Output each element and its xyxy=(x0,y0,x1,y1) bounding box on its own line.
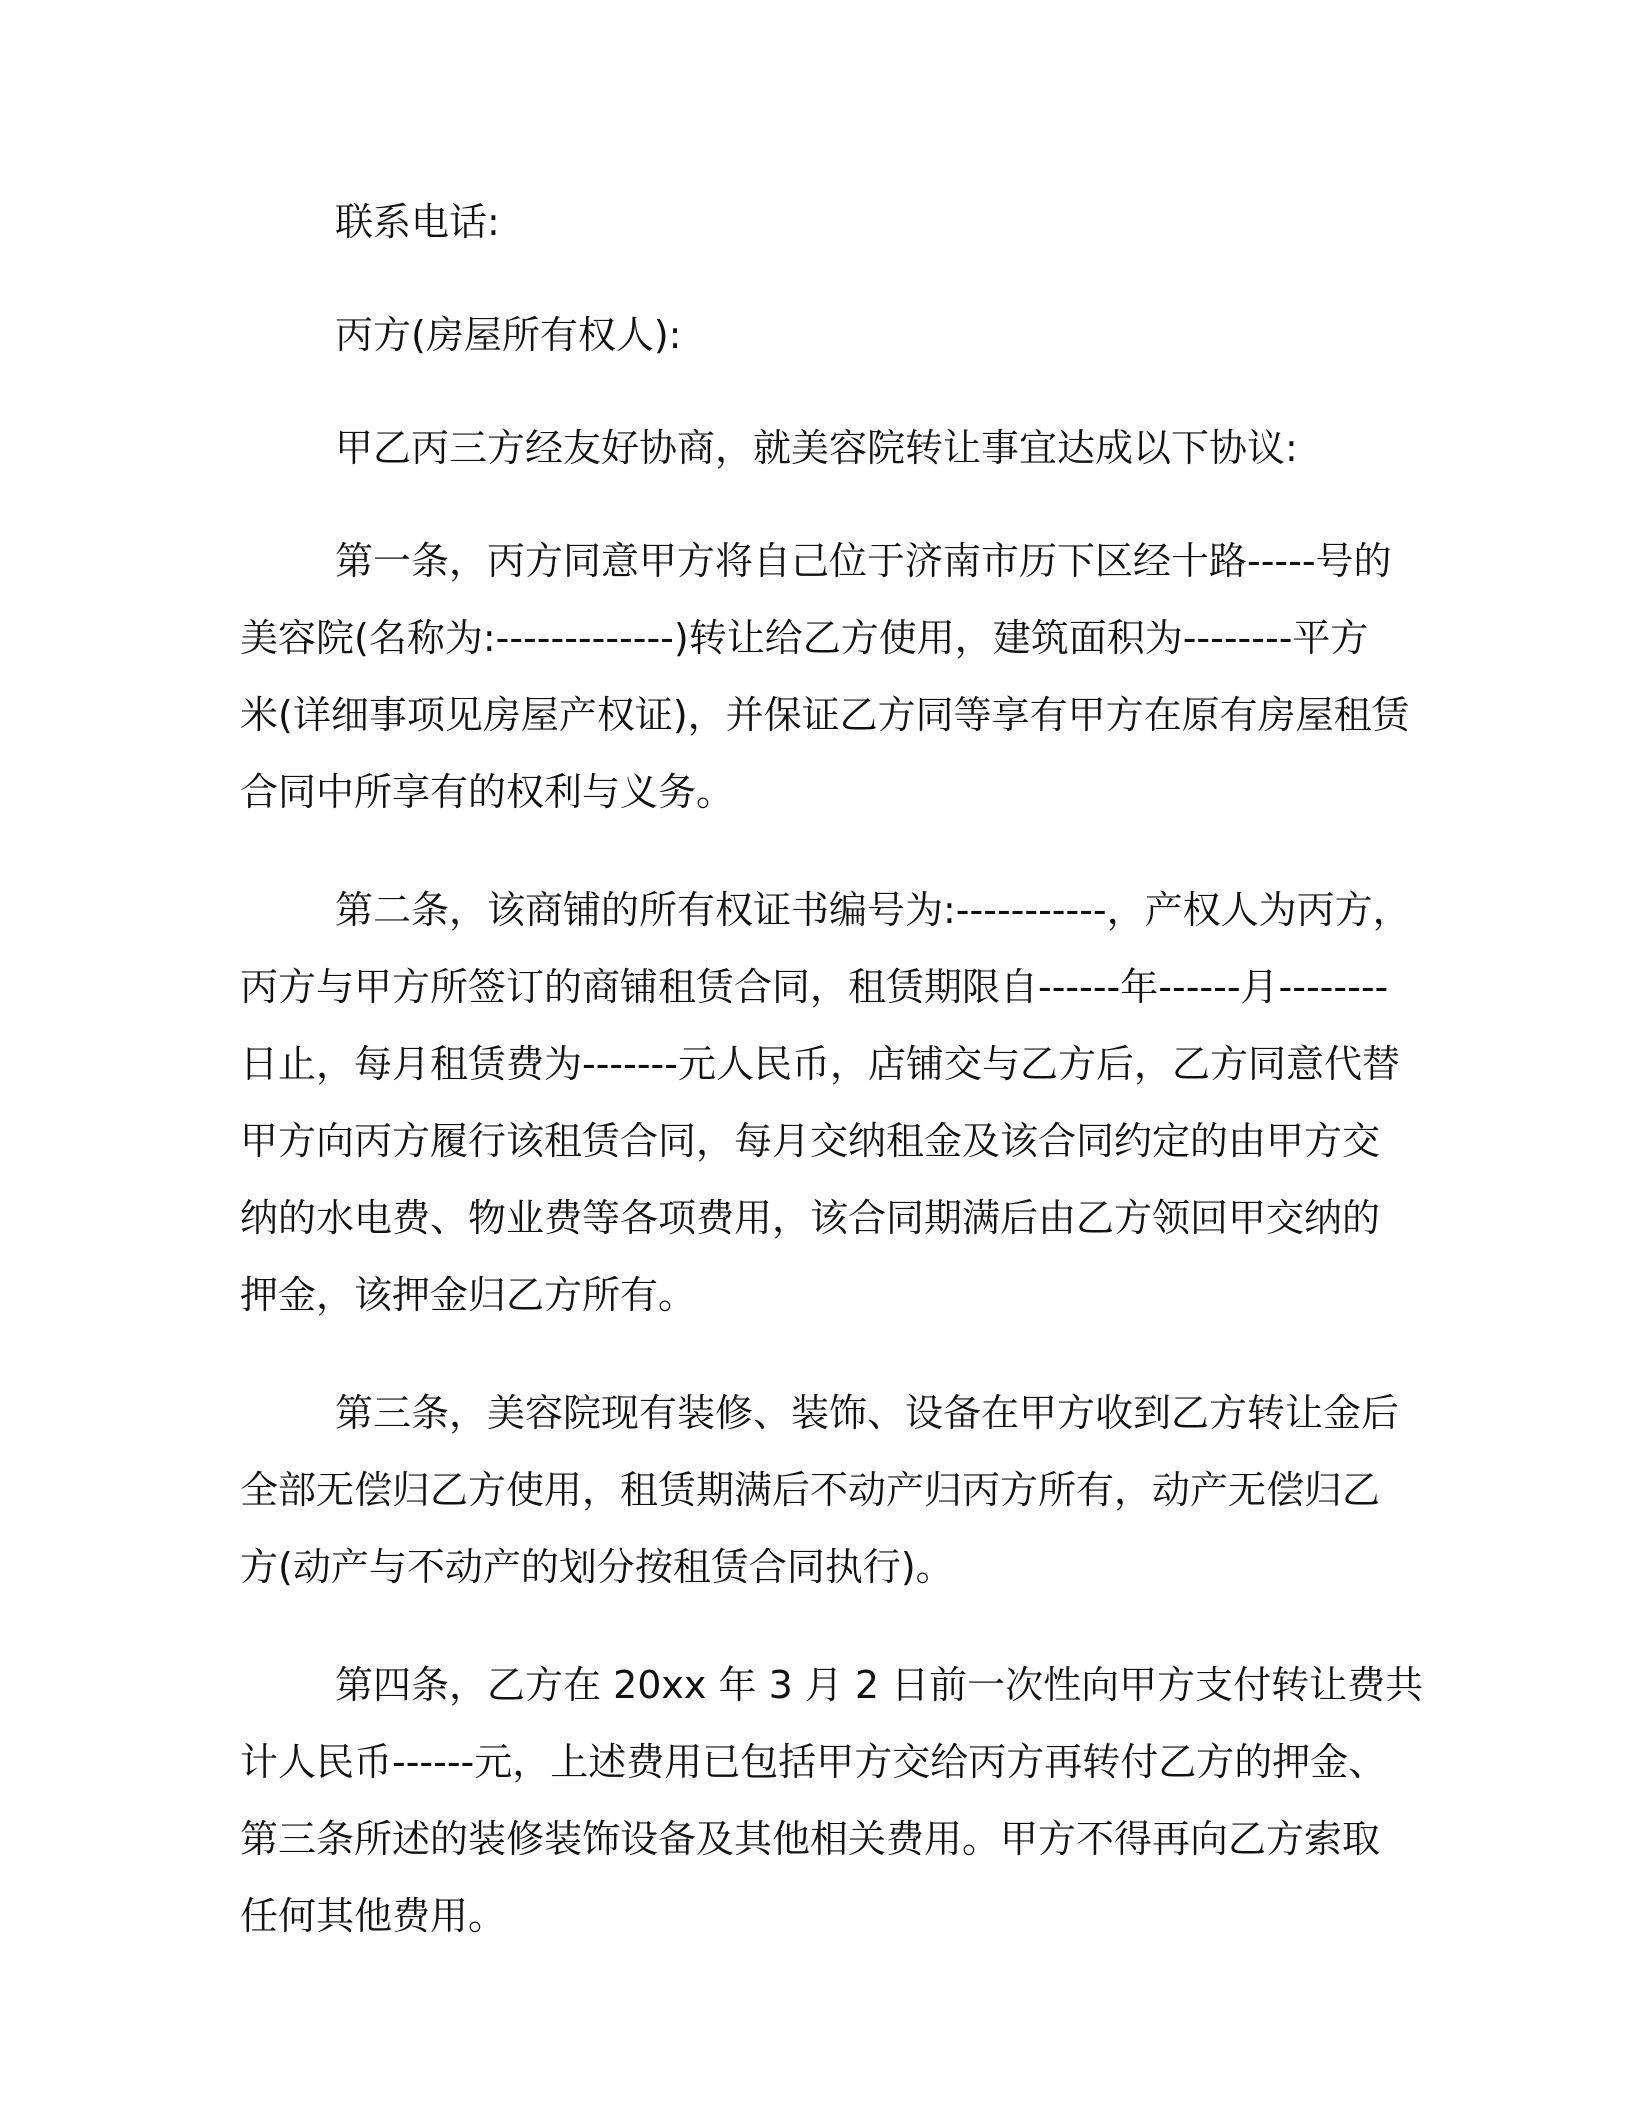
article-2 xyxy=(240,872,1411,1334)
article-1-line: 第一条，丙方同意甲方将自己位于济南市历下区经十路-----号的 xyxy=(335,539,1392,583)
article-3-line: 第三条，美容院现有装修、装饰、设备在甲方收到乙方转让金后 xyxy=(335,1391,1400,1435)
article-1-line: 米(详细事项见房屋产权证)，并保证乙方同等享有甲方在原有房屋租赁 xyxy=(240,693,1410,737)
party-c-label: 丙方(房屋所有权人): xyxy=(335,313,682,357)
article-3-line: 方(动产与不动产的划分按租赁合同执行)。 xyxy=(240,1545,954,1589)
article-2-line: 日止，每月租赁费为-------元人民币，店铺交与乙方后，乙方同意代替 xyxy=(240,1042,1400,1086)
article-4-line: 第三条所述的装修装饰设备及其他相关费用。甲方不得再向乙方索取 xyxy=(240,1817,1381,1861)
article-2-line: 甲方向丙方履行该租赁合同，每月交纳租金及该合同约定的由甲方交 xyxy=(240,1119,1381,1163)
article-1-line: 美容院(名称为:-------------)转让给乙方使用，建筑面积为--------平方 xyxy=(240,616,1369,660)
article-2-line: 第二条，该商铺的所有权证书编号为:-----------，产权人为丙方， xyxy=(335,888,1411,932)
article-3 xyxy=(240,1375,1400,1606)
article-4-line: 任何其他费用。 xyxy=(240,1894,507,1938)
document-body xyxy=(240,184,1424,1955)
contact-phone-label: 联系电话: xyxy=(335,200,500,244)
article-1 xyxy=(240,523,1410,831)
article-4 xyxy=(240,1647,1424,1955)
article-2-line: 押金，该押金归乙方所有。 xyxy=(240,1273,697,1317)
article-3-line: 全部无偿归乙方使用，租赁期满后不动产归丙方所有，动产无偿归乙 xyxy=(240,1468,1381,1512)
article-4-line: 计人民币------元，上述费用已包括甲方交给丙方再转付乙方的押金、 xyxy=(240,1740,1387,1784)
article-2-line: 丙方与甲方所签订的商铺租赁合同，租赁期限自------年------月-------- xyxy=(240,965,1389,1009)
article-4-line: 第四条，乙方在 20xx 年 3 月 2 日前一次性向甲方支付转让费共 xyxy=(335,1663,1424,1707)
agreement-intro: 甲乙丙三方经友好协商，就美容院转让事宜达成以下协议: xyxy=(335,426,1298,470)
article-2-line: 纳的水电费、物业费等各项费用，该合同期满后由乙方领回甲交纳的 xyxy=(240,1196,1381,1240)
article-1-line: 合同中所享有的权利与义务。 xyxy=(240,770,735,814)
